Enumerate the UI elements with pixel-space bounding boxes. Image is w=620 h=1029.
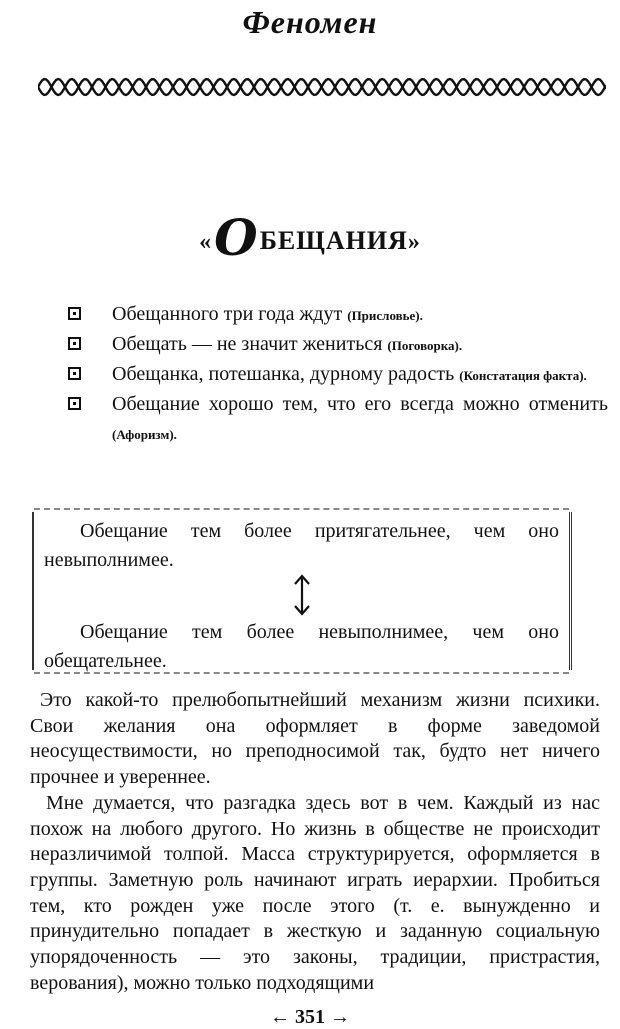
square-bullet-icon <box>68 397 81 410</box>
body-paragraph: Это какой-то прелюбопытнейший механизм жизни психики. Свои желания она оформляет в форме заведомой неосуществимости, но преподносимой так, будто нет ничего прочнее и увереннее. <box>30 689 600 789</box>
epigraph-source: (Поговорка). <box>387 338 463 353</box>
epigraph-item <box>60 360 608 390</box>
arrow-left-icon: ← <box>270 1006 290 1028</box>
title-text: БЕЩАНИЯ <box>259 226 408 255</box>
title-initial-letter: О <box>214 208 259 267</box>
title-open-quote: « <box>199 229 213 255</box>
epigraph-source: (Афоризм). <box>112 427 177 442</box>
square-bullet-icon <box>68 367 81 380</box>
page-number: 351 <box>295 1006 325 1028</box>
framed-statement: Обещание тем более невыполнимее, чем оно обещательнее. <box>44 621 559 672</box>
square-bullet-icon <box>68 307 81 320</box>
body-text <box>30 688 600 996</box>
epigraph-source: (Констатация факта). <box>459 368 587 383</box>
square-bullet-icon <box>68 337 81 350</box>
framed-statement: Обещание тем более притягательнее, чем оно невыполнимее. <box>44 520 559 571</box>
title-close-quote: » <box>407 229 421 255</box>
epigraph-text: Обещание хорошо тем, что его всегда можно отменить <box>112 393 608 415</box>
epigraph-text: Обещать — не значит жениться <box>112 333 383 355</box>
epigraph-source: (Присловье). <box>347 308 423 323</box>
epigraph-item <box>60 390 608 449</box>
epigraph-text: Обещанка, потешанка, дурному радость <box>112 363 455 385</box>
arrow-right-icon: → <box>330 1006 350 1028</box>
epigraph-item <box>60 300 608 330</box>
chapter-title <box>0 208 620 267</box>
up-down-arrow-icon <box>292 574 312 616</box>
body-paragraph: Мне думается, что разгадка здесь вот в чем. Каждый из нас похож на любого другого. Но жизнь в обществе не происходит неразличимой толпой. Масса структурируется, оформляется в группы. Заметную роль начинают играть иерархии. Пробиться тем, кто рожден уже после этого (т. е. вынужденно и принудительно попадает в жесткую и заданную социальную упорядоченность — это законы, традиции, пристрастия, верования), можно только подходящими <box>30 791 600 994</box>
epigraph-list <box>60 300 608 449</box>
epigraph-item <box>60 330 608 360</box>
epigraph-text: Обещанного три года ждут <box>112 303 343 325</box>
framed-statements <box>32 512 572 670</box>
page-footer <box>0 1006 620 1029</box>
running-header: Феномен <box>242 4 378 40</box>
wavy-divider <box>38 70 606 104</box>
